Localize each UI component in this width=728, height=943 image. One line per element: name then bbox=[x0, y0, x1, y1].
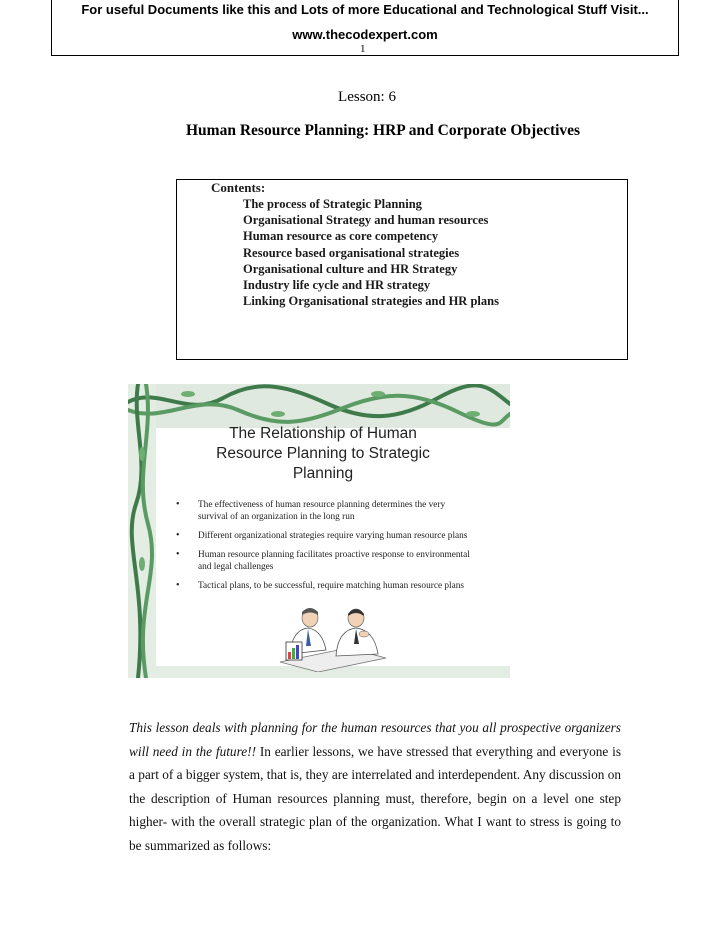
contents-heading: Contents: bbox=[211, 180, 266, 195]
contents-item: Human resource as core competency bbox=[243, 229, 439, 244]
contents-item: Linking Organisational strategies and HR plans bbox=[243, 294, 499, 309]
contents-item: The process of Strategic Planning bbox=[243, 197, 422, 211]
slide-title-line: Planning bbox=[292, 465, 354, 482]
body-main-text: In earlier lessons, we have stressed that everything and everyone is a part of a bigger system, that is, they are interrelated and interdependent. Any discussion on the description of Human resources planning must, therefore, begin on a level one step higher- with the overall strategic plan of the organization. What I want to stress is going to be summarized as follows: bbox=[129, 743, 621, 853]
slide-title-line: The Relationship of Human bbox=[229, 425, 417, 442]
businesspeople-clipart-icon bbox=[278, 604, 388, 672]
contents-item: Organisational culture and HR Strategy bbox=[243, 261, 458, 276]
slide-bullet: • Tactical plans, to be successful, require matching human resource plans bbox=[176, 580, 476, 592]
contents-item: Resource based organisational strategies bbox=[243, 245, 460, 260]
slide-image bbox=[128, 384, 510, 678]
slide-bullets bbox=[176, 499, 476, 599]
slide-bullet: • Different organizational strategies require varying human resource plans bbox=[176, 530, 476, 542]
page-number: 1 bbox=[360, 43, 366, 55]
slide-title bbox=[188, 424, 458, 484]
body-intro-italic: This lesson deals with planning for the human resources that you all prospective organizers will need in the future!! bbox=[129, 720, 621, 759]
lesson-label bbox=[0, 89, 728, 106]
slide-bullet: • The effectiveness of human resource planning determines the very survival of an organization in the long run bbox=[176, 499, 476, 523]
page-title: Human Resource Planning: HRP and Corporate Objectives bbox=[186, 122, 581, 139]
banner-promo-text: For useful Documents like this and Lots of more Educational and Technological Stuff Visit... bbox=[81, 2, 649, 17]
contents-box bbox=[176, 179, 628, 360]
contents-item: Industry life cycle and HR strategy bbox=[243, 278, 431, 293]
contents-list bbox=[243, 196, 499, 309]
slide-bullet: • Human resource planning facilitates proactive response to environmental and legal challenges bbox=[176, 549, 476, 573]
body-paragraph bbox=[129, 716, 621, 858]
slide-title-line: Resource Planning to Strategic bbox=[216, 445, 430, 462]
contents-item: Organisational Strategy and human resources bbox=[243, 213, 489, 228]
banner-website[interactable]: www.thecodexpert.com bbox=[292, 27, 438, 42]
lesson-label-text: Lesson: 6 bbox=[338, 89, 396, 105]
